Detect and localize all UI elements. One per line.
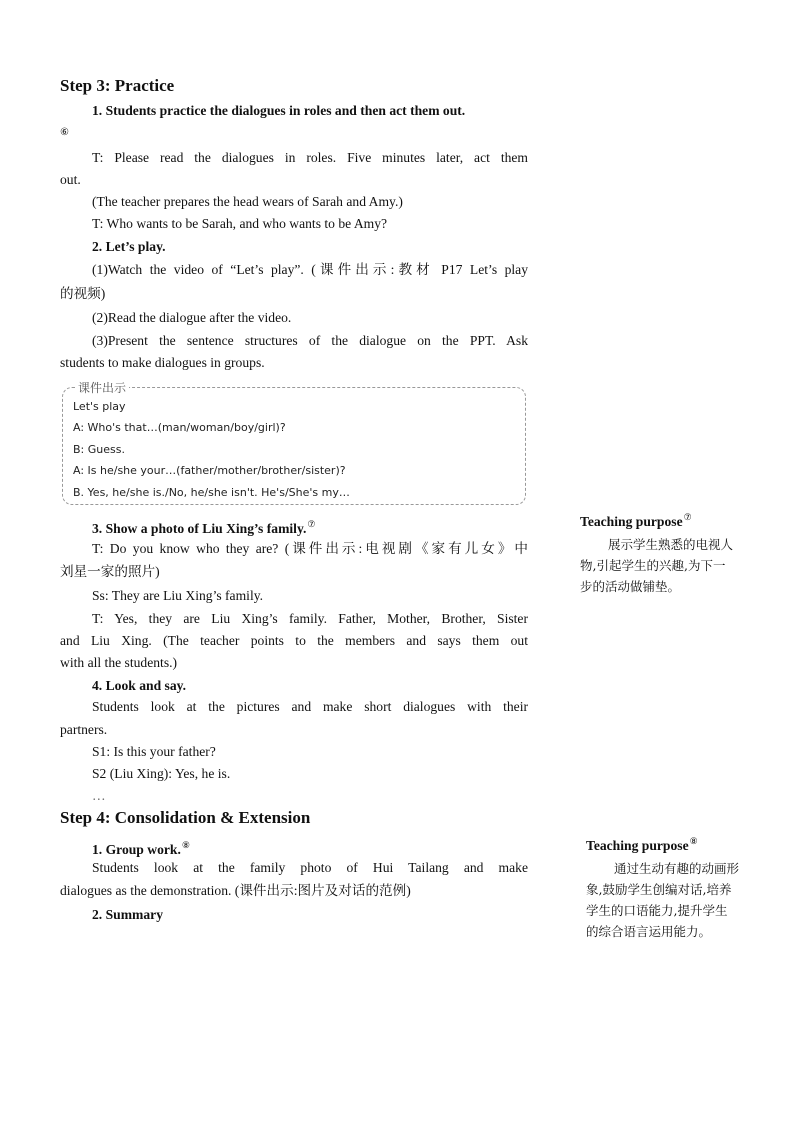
side-note-footnote: ⑦ bbox=[683, 512, 692, 522]
section4-title: 4. Look and say. bbox=[92, 678, 187, 693]
dialogue-line: S2 (Liu Xing): Yes, he is. bbox=[92, 766, 231, 781]
dialogue-line: with all the students.) bbox=[60, 655, 178, 670]
section3-footnote: ⑦ bbox=[307, 519, 316, 529]
courseware-box bbox=[62, 381, 526, 505]
procedure-line: students to make dialogues in groups. bbox=[60, 355, 265, 370]
side-note-line: 物,引起学生的兴趣,为下一 bbox=[580, 558, 726, 573]
side-note-line: 展示学生熟悉的电视人 bbox=[608, 537, 734, 552]
procedure-line: 的视频) bbox=[60, 286, 106, 301]
procedure-line: (2)Read the dialogue after the video. bbox=[92, 310, 292, 325]
courseware-line: A: Who's that…(man/woman/boy/girl)? bbox=[73, 421, 286, 434]
step4-item1-title: 1. Group work.⑧ bbox=[92, 840, 190, 857]
dialogue-line: S1: Is this your father? bbox=[92, 744, 216, 759]
side-note-line: 学生的口语能力,提升学生 bbox=[586, 903, 728, 918]
procedure-line: (3)Present the sentence structures of the dialogue on the PPT. Ask bbox=[92, 333, 528, 348]
step4-item1-footnote: ⑧ bbox=[181, 840, 190, 850]
ellipsis: … bbox=[92, 788, 106, 803]
dialogue-line: Ss: They are Liu Xing’s family. bbox=[92, 588, 264, 603]
courseware-line: B. Yes, he/she is./No, he/she isn't. He's/She's my… bbox=[73, 486, 350, 499]
step4-heading: Step 4: Consolidation & Extension bbox=[60, 808, 311, 827]
dialogue-line: and Liu Xing. (The teacher points to the members and says them out bbox=[60, 633, 528, 648]
dialogue-line: out. bbox=[60, 172, 81, 187]
side-note-line: 通过生动有趣的动画形 bbox=[614, 861, 740, 876]
step3-item2-title: 2. Let’s play. bbox=[92, 239, 166, 254]
note-line: (The teacher prepares the head wears of Sarah and Amy.) bbox=[92, 194, 403, 209]
step4-item2-title: 2. Summary bbox=[92, 907, 163, 922]
courseware-line: B: Guess. bbox=[73, 443, 125, 456]
side-note-line: 步的活动做铺垫。 bbox=[580, 579, 681, 594]
step3-item1-footnote: ⑥ bbox=[60, 127, 69, 138]
procedure-line: partners. bbox=[60, 722, 108, 737]
side-note-line: 的综合语言运用能力。 bbox=[586, 924, 712, 939]
dialogue-line: T: Do you know who they are? (课件出示:电视剧《家有儿女》中 bbox=[92, 541, 528, 556]
courseware-line: Let's play bbox=[73, 400, 126, 413]
procedure-line: (1)Watch the video of “Let’s play”. (课件出示:教材 P17 Let’s play bbox=[92, 262, 528, 277]
side-note-title: Teaching purpose⑦ bbox=[580, 512, 692, 529]
dialogue-line: T: Yes, they are Liu Xing’s family. Father, Mother, Brother, Sister bbox=[92, 611, 528, 626]
courseware-label: 课件出示 bbox=[75, 379, 129, 396]
courseware-line: A: Is he/she your…(father/mother/brother/sister)? bbox=[73, 464, 346, 477]
side-note-body bbox=[586, 858, 766, 942]
side-note-footnote: ⑧ bbox=[689, 836, 698, 846]
procedure-line: dialogues as the demonstration. (课件出示:图片及对话的范例) bbox=[60, 883, 411, 898]
dialogue-line: 刘星一家的照片) bbox=[60, 564, 160, 579]
procedure-line: Students look at the family photo of Hui Tailang and make bbox=[92, 860, 528, 875]
dialogue-line: T: Please read the dialogues in roles. Five minutes later, act them bbox=[92, 150, 528, 165]
side-note-line: 象,鼓励学生创编对话,培养 bbox=[586, 882, 732, 897]
section3-title: 3. Show a photo of Liu Xing’s family.⑦ bbox=[92, 519, 316, 536]
procedure-line: Students look at the pictures and make short dialogues with their bbox=[92, 699, 528, 714]
step3-item1-title: 1. Students practice the dialogues in roles and then act them out. bbox=[92, 103, 466, 118]
dialogue-line: T: Who wants to be Sarah, and who wants to be Amy? bbox=[92, 216, 388, 231]
side-note-body bbox=[580, 534, 760, 597]
step3-heading: Step 3: Practice bbox=[60, 76, 175, 95]
side-note-title: Teaching purpose⑧ bbox=[586, 836, 698, 853]
